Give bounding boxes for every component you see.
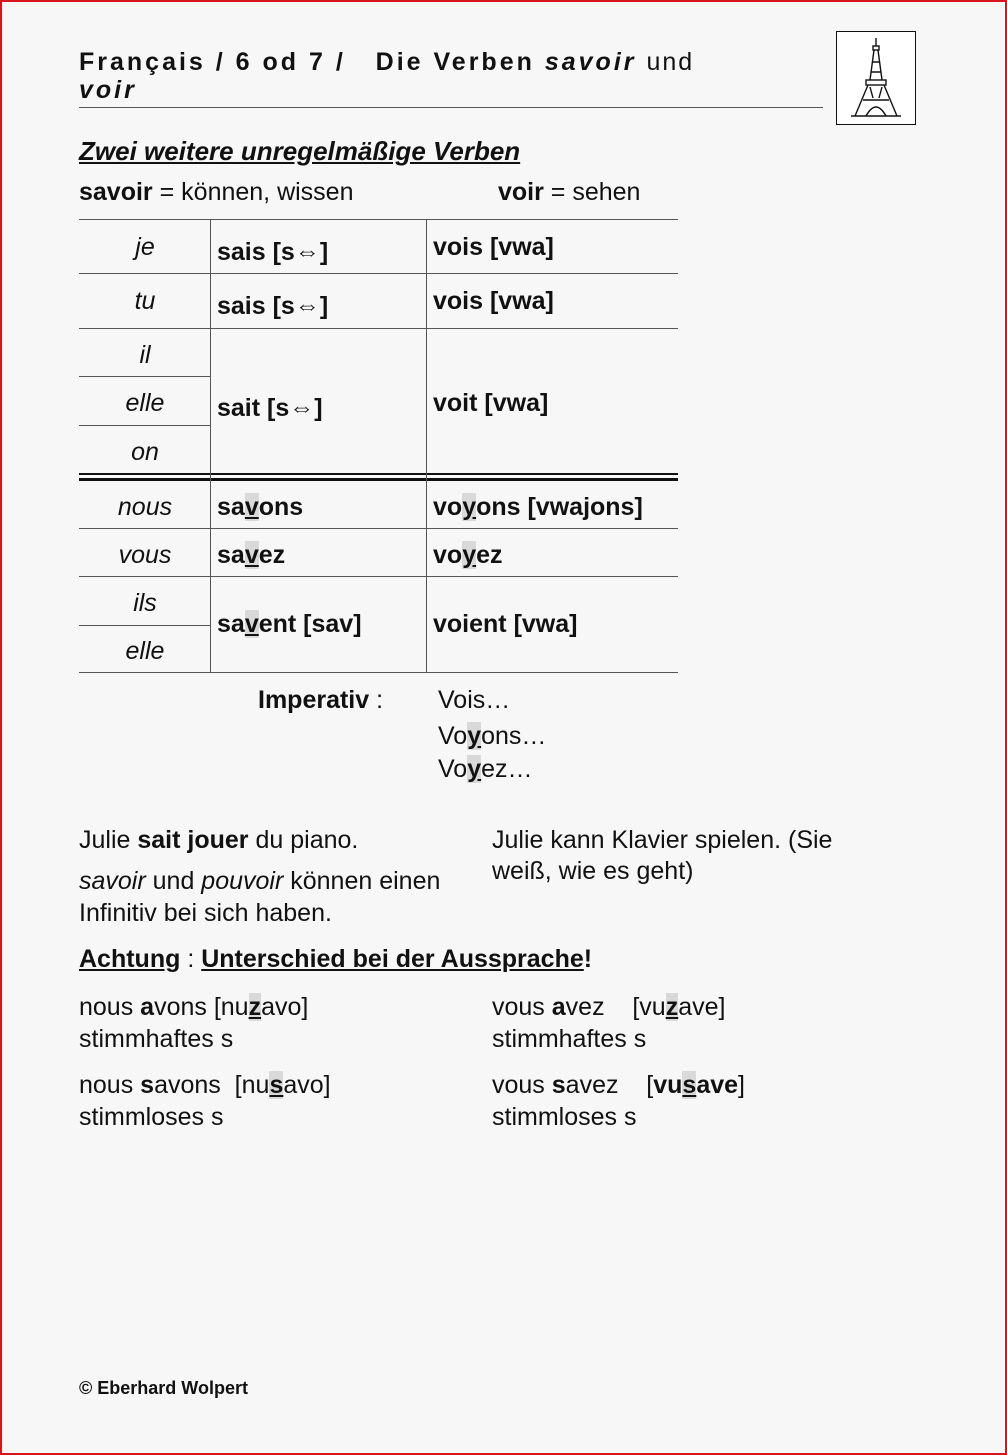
- definition-savoir-word: savoir: [79, 178, 153, 206]
- table-rule: [79, 273, 678, 274]
- voir-vous-stem: vo: [433, 541, 463, 569]
- table-column-rule: [210, 219, 211, 672]
- voir-nous-stem: vo: [433, 493, 463, 521]
- note-und: und: [145, 867, 202, 895]
- table-column-rule: [426, 219, 427, 672]
- header-und: und: [646, 48, 695, 76]
- voir-ils-elles: voient [vwa]: [433, 610, 578, 638]
- pron-savez-bold2: vu: [653, 1071, 683, 1099]
- voir-il-elle-on: voit [vwa]: [433, 389, 549, 417]
- pron-avez-end: ave]: [678, 993, 726, 1021]
- note-text: können einen: [283, 867, 441, 895]
- savoir-il-elle-on: sait [s⇔]: [217, 394, 323, 422]
- pron-avons: [79, 993, 308, 1022]
- grammar-note-line2: Infinitiv bei sich haben.: [79, 899, 332, 927]
- pron-avons-note: stimmhaftes s: [79, 1025, 234, 1053]
- savoir-vous-stem: sa: [217, 541, 245, 569]
- savoir-ils-ending: ent [sav]: [258, 610, 362, 638]
- definition-savoir: [79, 178, 354, 207]
- savoir-ils-highlight: v: [244, 610, 259, 638]
- savoir-nous-ending: ons: [258, 493, 304, 521]
- imperative-voyons-ending: ons…: [481, 722, 547, 750]
- pron-savons-end: avo]: [283, 1071, 331, 1099]
- attention-title: Unterschied bei der Aussprache: [201, 945, 584, 973]
- table-rule: [79, 625, 210, 626]
- pron-avez-rest: vez [vu: [565, 993, 666, 1021]
- example-subject: Julie: [79, 826, 138, 854]
- pron-avez-bold: a: [551, 993, 566, 1021]
- table-rule: [79, 219, 678, 220]
- example-verb: sait jouer: [137, 826, 249, 854]
- pron-savons-pronoun: nous: [79, 1071, 141, 1099]
- example-sentence: [79, 826, 358, 855]
- table-rule: [79, 528, 678, 529]
- imperative-colon: :: [369, 686, 384, 714]
- savoir-nous-highlight: v: [244, 493, 259, 521]
- voir-nous: [433, 493, 643, 522]
- definition-voir-meaning: = sehen: [543, 178, 641, 206]
- grammar-note: [79, 867, 440, 896]
- pron-savez-bracket: ]: [738, 1071, 745, 1099]
- savoir-vous-ending: ez: [258, 541, 286, 569]
- section-heading: Zwei weitere unregelmäßige Verben: [79, 136, 521, 166]
- eiffel-tower-icon: [836, 31, 916, 125]
- table-double-rule: [79, 473, 678, 475]
- example-object: du piano.: [248, 826, 359, 854]
- attention-exclamation: !: [583, 945, 593, 973]
- voir-nous-ending: ons [vwajons]: [476, 493, 643, 521]
- attention-word: Achtung: [79, 945, 181, 973]
- imperative-voyez-highlight: y: [467, 755, 482, 783]
- table-rule: [79, 672, 678, 673]
- pron-avez-note: stimmhaftes s: [492, 1025, 647, 1053]
- pron-savons-bold: s: [140, 1071, 155, 1099]
- definition-voir: [498, 178, 640, 207]
- pron-avons-end: avo]: [261, 993, 309, 1021]
- savoir-vous: [217, 541, 285, 570]
- pronoun-il: il: [139, 341, 151, 369]
- savoir-nous-stem: sa: [217, 493, 245, 521]
- imperative-voyez: [438, 755, 533, 784]
- voir-nous-highlight: y: [462, 493, 477, 521]
- imperative-voyez-stem: Vo: [438, 755, 468, 783]
- pron-savez-rest: avez [: [565, 1071, 654, 1099]
- pron-savez-note: stimmloses s: [492, 1103, 637, 1131]
- translation-line2: weiß, wie es geht): [492, 857, 694, 885]
- imperative-voyons: [438, 722, 546, 751]
- pronoun-tu: tu: [134, 287, 156, 315]
- attention-heading: [79, 945, 592, 974]
- header-course: Français / 6 od 7 /: [79, 48, 346, 76]
- table-rule: [79, 376, 210, 377]
- voir-tu: vois [vwa]: [433, 287, 554, 315]
- pronoun-elle-plural: elle: [125, 637, 165, 665]
- pron-avez-highlight: z: [665, 993, 679, 1021]
- pronoun-on: on: [131, 438, 159, 466]
- imperative-label: [258, 686, 383, 715]
- imperative-voyez-ending: ez…: [481, 755, 533, 783]
- pron-savons-note: stimmloses s: [79, 1103, 224, 1131]
- copyright-footer: © Eberhard Wolpert: [79, 1378, 248, 1398]
- pron-savez-highlight: s: [682, 1071, 697, 1099]
- definition-voir-word: voir: [498, 178, 544, 206]
- attention-colon: :: [180, 945, 202, 973]
- header-verb-voir: voir: [79, 76, 137, 104]
- pron-savez: [492, 1071, 745, 1100]
- imperative-label-text: Imperativ: [258, 686, 370, 714]
- translation-line1: Julie kann Klavier spielen. (Sie: [492, 826, 833, 854]
- pron-savons-highlight: s: [269, 1071, 284, 1099]
- pronoun-vous: vous: [118, 541, 172, 569]
- table-rule: [79, 425, 210, 426]
- definition-savoir-meaning: = können, wissen: [152, 178, 354, 206]
- pronoun-nous: nous: [117, 493, 173, 521]
- pron-avons-rest: vons [nu: [154, 993, 249, 1021]
- savoir-vous-highlight: v: [244, 541, 259, 569]
- header-rule: [79, 107, 823, 108]
- header-verb-savoir: savoir: [544, 48, 637, 76]
- savoir-je: sais [s⇔]: [217, 238, 329, 266]
- pron-savez-pronoun: vous: [492, 1071, 552, 1099]
- table-rule: [79, 328, 678, 329]
- pronoun-ils: ils: [133, 589, 157, 617]
- savoir-ils-elles: [217, 610, 362, 639]
- pron-savez-end: ave: [696, 1071, 739, 1099]
- pronoun-elle: elle: [125, 389, 165, 417]
- pron-avez-pronoun: vous: [492, 993, 552, 1021]
- pron-avons-pronoun: nous: [79, 993, 141, 1021]
- pronoun-je: je: [135, 233, 155, 261]
- pron-savons: [79, 1071, 331, 1100]
- pron-avez: [492, 993, 725, 1022]
- voir-vous: [433, 541, 503, 570]
- savoir-nous: [217, 493, 303, 522]
- pron-savons-rest: avons [nu: [154, 1071, 270, 1099]
- pron-savez-bold: s: [551, 1071, 566, 1099]
- pron-avons-highlight: z: [248, 993, 262, 1021]
- imperative-voyons-highlight: y: [467, 722, 482, 750]
- voir-je: vois [vwa]: [433, 233, 554, 261]
- note-pouvoir: pouvoir: [201, 867, 284, 895]
- pron-avons-bold: a: [140, 993, 155, 1021]
- header-topic: Die Verben: [375, 48, 535, 76]
- imperative-vois: Vois…: [438, 686, 511, 714]
- table-rule: [79, 576, 678, 577]
- imperative-voyons-stem: Vo: [438, 722, 468, 750]
- savoir-tu: sais [s⇔]: [217, 292, 329, 320]
- voir-vous-ending: ez: [476, 541, 503, 569]
- savoir-ils-stem: sa: [217, 610, 245, 638]
- note-savoir: savoir: [79, 867, 146, 895]
- table-double-rule: [79, 478, 678, 481]
- voir-vous-highlight: y: [462, 541, 477, 569]
- worksheet-header: [79, 48, 694, 104]
